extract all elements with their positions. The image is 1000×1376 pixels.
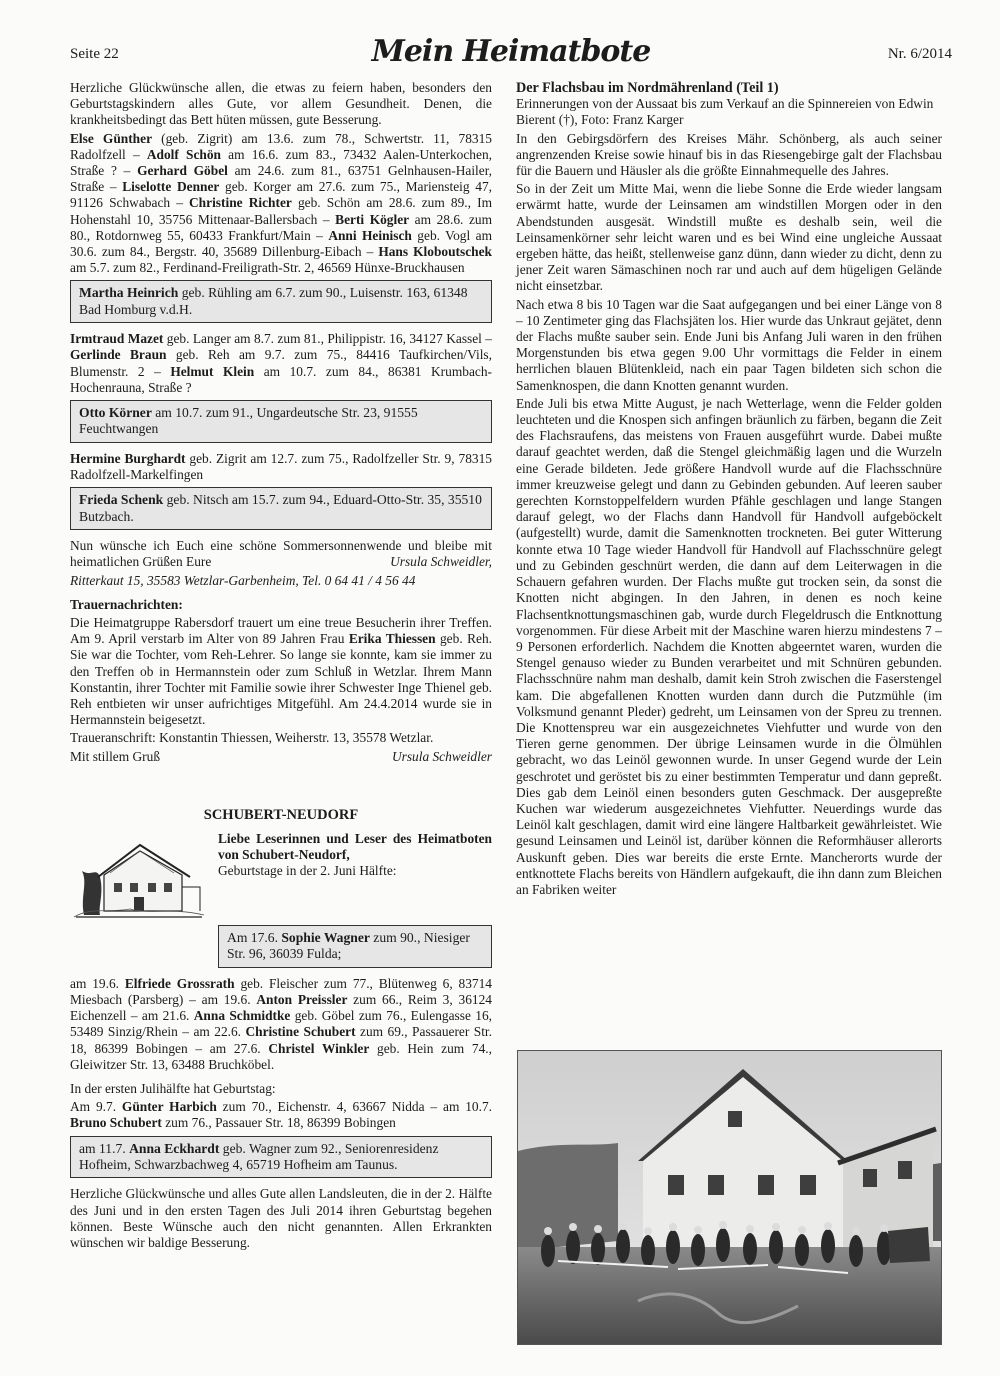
entry-date: am 11.7.: [79, 1140, 130, 1156]
final-greeting: Herzliche Glückwünsche und alles Gute allen Landsleuten, die in der 2. Hälfte des Juni und in den ersten Tagen des Juli 2014 ihren Geburtstag begehen können. Beste Wünsche auch den nicht genannten. Allen Erkrankten wünschen wir baldige Besserung.: [70, 1186, 492, 1250]
invite-heading: Liebe Leserinnen und Leser des Heimatboten von Schubert-Neudorf,: [218, 830, 492, 863]
person-name: Irmtraud Mazet: [70, 331, 164, 347]
entry-text: geb. Zigrit am 12.7. zum 75., Radolfzeller Str. 9, 78315 Radolfzell-Markelfingen: [70, 450, 492, 483]
person-name: Helmut Klein: [170, 363, 255, 379]
entry-text: zum 90., Niesiger Str. 96, 36039 Fulda;: [227, 929, 470, 962]
birthday-list-5: [70, 1099, 492, 1131]
left-column: [70, 80, 492, 1253]
highlight-box-birthday: [70, 487, 492, 530]
entry-text: zum 76., Passauer Str. 18, 86399 Bobingen: [161, 1115, 396, 1131]
historic-photo: [517, 1050, 942, 1345]
person-name: Berti Kögler: [335, 211, 410, 227]
entry-text: geb. Göbel zum 76., Eulengasse 16, 53489 Sinzig/Rhein – am 22.6.: [70, 1008, 493, 1040]
signature-address: Ritterkaut 15, 35583 Wetzlar-Garbenheim, Tel. 0 64 41 / 4 56 44: [70, 572, 416, 588]
entry-text: geb. Hein zum 74., Gleiwitzer Str. 13, 63488 Bruchköbel.: [70, 1040, 492, 1072]
person-name: Gerlinde Braun: [70, 347, 167, 363]
entry-date: am 19.6.: [70, 975, 125, 991]
entry-text: zum 69., Passauerer Str. 18, 86399 Bobingen – am 27.6.: [70, 1024, 492, 1056]
person-name: Anna Eckhardt: [129, 1140, 220, 1156]
entry-text: am 16.6. zum 83., 73432 Aalen-Unterkochen, Straße ? –: [70, 146, 492, 179]
entry-text: am 10.7. zum 84., 86381 Krumbach-Hochenrauna, Straße ?: [70, 363, 492, 395]
person-name: Christel Winkler: [268, 1040, 370, 1056]
entry-text: geb. Fleischer zum 77., Blütenweg 6, 83714 Miesbach (Parsberg) – am 19.6.: [70, 975, 492, 1007]
person-name: Anna Schmidtke: [193, 1008, 291, 1024]
person-name: Anton Preissler: [256, 991, 348, 1007]
person-name: Gerhard Göbel: [137, 163, 228, 179]
invite-text-block: [218, 831, 492, 921]
section-title: SCHUBERT-NEUDORF: [203, 806, 359, 823]
entry-text: geb. Langer am 8.7. zum 81., Philippistr. 16, 34127 Kassel –: [163, 331, 492, 347]
page-number: Seite 22: [70, 46, 119, 62]
entry-text: zum 66., Reim 3, 36124 Eichenzell – am 21.6.: [70, 991, 492, 1024]
entry-text: (geb. Zigrit) am 13.6. zum 78., Schwertstr. 11, 78315 Radolfzell –: [70, 130, 492, 162]
july-heading: In der ersten Julihälfte hat Geburtstag:: [70, 1080, 276, 1096]
entry-text: zum 70., Eichenstr. 4, 63667 Nidda – am 10.7.: [216, 1099, 493, 1115]
right-column: [516, 80, 942, 900]
birthday-list-1: [70, 131, 492, 277]
obituary-signoff: [70, 749, 492, 765]
obituary-text: [70, 615, 492, 728]
person-name: Else Günther: [70, 130, 153, 146]
person-name: Günter Harbich: [121, 1099, 217, 1115]
issue-number: Nr. 6/2014: [887, 46, 952, 62]
person-name: Christine Schubert: [245, 1024, 356, 1040]
person-name: Erika Thiessen: [348, 631, 436, 647]
birthday-list-2: [70, 331, 492, 396]
signoff-text: Mit stillem Gruß: [70, 748, 161, 764]
masthead-logo: Mein Heimatbote: [371, 34, 651, 69]
entry-text: geb. Reh am 9.7. zum 75., 84416 Taufkirchen/Vils, Blumenstr. 2 –: [70, 347, 492, 379]
entry-text: geb. Reh. Sie war die Tochter, vom Reh-Lehrer. So lange sie konnte, kam sie immer zu den Treffen ob in Hermannstein oder zum Schluß in Wetzlar. Ihrem Mann Konstantin, ihrer Tochter mit Familie sowie ihrer Schwester Inge Thienel geb. Reh entbieten wir unser aufrichtiges Mitgefühl. Am 24.4.2014 wurde sie in Hermannstein beigesetzt.: [70, 631, 493, 728]
birthday-list-3: [70, 451, 492, 483]
person-name: Elfriede Grossrath: [124, 975, 235, 991]
entry-text: am 10.7. zum 91., Ungardeutsche Str. 23, 91555 Feuchtwangen: [79, 405, 418, 437]
highlight-box-birthday: [70, 1136, 492, 1179]
person-name: Christine Richter: [189, 195, 292, 211]
page-header: [70, 36, 952, 76]
entry-date: Am 17.6.: [227, 929, 282, 945]
entry-text: am 5.7. zum 82., Ferdinand-Freiligrath-Str. 2, 46569 Hünxe-Bruckhausen: [70, 260, 465, 276]
entry-text: geb. Vogl am 30.6. zum 84., Bergstr. 40, 35689 Dillenburg-Eibach –: [70, 227, 493, 260]
obituary-heading-text: Trauernachrichten:: [70, 596, 183, 612]
obituary-heading: [70, 597, 492, 613]
obituary-address: Traueranschrift: Konstantin Thiessen, Weiherstr. 13, 35578 Wetzlar.: [70, 730, 434, 746]
entry-text: geb. Rühling am 6.7. zum 90., Luisenstr. 163, 61348 Bad Homburg v.d.H.: [79, 285, 468, 317]
person-name: Martha Heinrich: [79, 285, 179, 301]
article-paragraph: Ende Juli bis etwa Mitte August, je nach Wetterlage, wenn die Felder golden leuchteten und die Knospen sich anfingen bräunlich zu färben, begann die Zeit des Flachsraufens, das meistens von Frauen ausgeführt wurde. Dabei mußte darauf geachtet werden, daß die Stengel gleichmäßig lagen und die Wurzeln eine Gerade bildeten. Jede größere Handvoll wurde auf die Flachsschnüre immer kreuzweise gelegt und dann zu Gebinden gebunden. Auf leeren sauber gerechten Kornstoppelfeldern wurden Pfähle geschlagen und lange Stangen darauf gelegt, wo der Flachs dann Handvoll für Handvoll aufgeböckelt (aufgestellt) wurde, damit die Samenknotten trockneten. Bei guter Witterung konnte etwa 10 Tage wieder Handvoll für Handvoll auf Flachsschnüre gelegt und zu Gebinden geschnürt werden, die dann auf dem Leiterwagen in die Schauern gefahren wurden. Der Flachs mußte gut trocken sein, da sonst die Knotten nicht abgingen. In den Jahren, in denen es noch keine Flachsentknottungsmaschinen gab, wurde durch Flegeldrusch die Entknottung vorgenommen. Für diese Arbeit mit der Maschine waren hierzu mindestens 7 – 9 Personen erforderlich. Nachdem die Knotten abgeerntet waren, wurden die Stengel genauso wieder zu Bunden verarbeitet und mit Schnüren gebunden. Flachsschnüre nahm man deshalb, damit kein Stroh zwischen die Faserstengel kam. Die abgefallenen Knotten wurden dann durch die Putzmühle (im Volksmund genannt Pleder) gedreht, um Leinsamen von der Spreu zu trennen. Die Knottenspreu war ein ausgezeichnetes Viehfutter und wurde von den Tieren gerne genommen. Der übrige Leinsamen wurde in die Ölmühlen gebracht, wo das Leinöl gewonnen wurde. In unser Gegend wurde der Lein geschrotet und geröstet bis zu einer bestimmten Temperatur und dann gepreßt. Dies gab dem Leinöl einen besonders guten Geschmack. Der ausgepreßte Kuchen war wiederum ausgezeichnetes Viehfutter. Neuerdings wurde das Leinöl kalt geschlagen, damit wird eine längere Haltbarkeit gewährleistet. Wie gesund Leinsamen und Leinöl ist, darüber können die Reformhäuser allerorts Auskunft geben. Dies war bereits die erste Ernte. Mancherorts wurde der entknottete Flachs bereits von Händlern aufgekauft, die ihn dann zum Bleichen an Fabriken weiter: [516, 395, 942, 897]
article-paragraph: In den Gebirgsdörfern des Kreises Mähr. Schönberg, als auch seiner angrenzenden Kreise sowie hinauf bis in das Riesengebirge galt der Flachsbau für die Bauern und Häusler als die größte Einnahmequelle des Jahres.: [516, 130, 942, 179]
highlight-box-birthday: [70, 280, 492, 323]
entry-text: geb. Nitsch am 15.7. zum 94., Eduard-Otto-Str. 35, 35510 Butzbach.: [79, 492, 482, 524]
person-name: Hermine Burghardt: [70, 450, 186, 466]
article-subtitle: Erinnerungen von der Aussaat bis zum Verkauf an die Spinnereien von Edwin Bierent (†), Foto: Franz Karger: [516, 96, 934, 128]
person-name: Adolf Schön: [146, 146, 221, 162]
entry-text: am 24.6. zum 81., 63751 Gelnhausen-Hailer, Straße –: [70, 163, 492, 195]
closing-text: Nun wünsche ich Euch eine schöne Sommersonnenwende und bleibe mit heimatlichen Grüßen Eure: [70, 538, 492, 570]
entry-text: geb. Schön am 28.6. zum 89., Im Hohenstahl 10, 35756 Mittenaar-Ballersbach –: [70, 195, 492, 227]
article-paragraph: Nach etwa 8 bis 10 Tagen war die Saat aufgegangen und bei einer Länge von 8 – 10 Zentimeter ging das Flachsjäten los. Hier wurde das Unkraut gejätet, denn der Flachs mußte sauber sein. Ende Juni bis Anfang Juli waren in den frühen Morgenstunden bis etwa gegen 9.00 Uhr vormittags die Felder in einem herrlichen blauen Blütenkleid, nach ein paar Tagen bildeten sich schon die Samenknospen, die dann Knotten genannt wurden.: [516, 296, 942, 393]
closing-greeting: [70, 538, 492, 570]
entry-text: geb. Korger am 27.6. zum 75., Mariensteig 47, 91126 Schwabach –: [70, 179, 492, 211]
article-paragraph: So in der Zeit um Mitte Mai, wenn die liebe Sonne die Erde wieder langsam erwärmt hatte, wurde der Leinsamen am windstillen Morgen oder in den Abendstunden ausgesät. Windstill mußte es deshalb sein, weil die Leinsamenkörner sehr leicht waren und es bei Wind eine ungleiche Aussaat ergeben hätte, das heißt, stellenweise ganz dünn, dann wieder zu dicht, denn zu jener Zeit waren Sämaschinen noch rar und auch auf dem hügeligen Gelände nicht einsetzbar.: [516, 181, 942, 294]
person-name: Hans Kloboutschek: [378, 244, 492, 260]
person-name: Frieda Schenk: [79, 492, 164, 508]
signature-name: Ursula Schweidler: [391, 748, 492, 764]
invite-block: [70, 831, 492, 921]
intro-paragraph: Herzliche Glückwünsche allen, die etwas zu feiern haben, besonders den Geburtstagskindern alles Gute, vor allem Gesundheit. Denen, die krankheitsbedingt das Bett hüten müssen, gute Besserung.: [70, 80, 492, 128]
person-name: Anni Heinisch: [328, 227, 412, 243]
invite-subheading: Geburtstage in der 2. Juni Hälfte:: [218, 863, 397, 879]
entry-text: am 28.6. zum 80., Rotdornweg 55, 60433 Frankfurt/Main –: [70, 211, 492, 243]
birthday-list-4: [70, 976, 492, 1073]
highlight-box-birthday: [218, 925, 492, 968]
person-name: Sophie Wagner: [281, 929, 370, 945]
farmhouse-photo-icon: [518, 1051, 941, 1344]
entry-text: geb. Wagner zum 92., Seniorenresidenz Hofheim, Schwarzbachweg 4, 65719 Hofheim am Taunus.: [79, 1140, 439, 1172]
highlight-box-birthday: [70, 400, 492, 443]
entry-date: Am 9.7.: [70, 1099, 122, 1115]
person-name: Liselotte Denner: [122, 179, 220, 195]
person-name: Bruno Schubert: [70, 1115, 162, 1131]
signature-name: Ursula Schweidler,: [390, 554, 492, 570]
closing-address: [70, 573, 492, 589]
house-illustration-icon: [70, 837, 208, 921]
entry-text: Die Heimatgruppe Rabersdorf trauert um eine treue Besucherin ihrer Treffen. Am 9. April verstarb im Alter von 89 Jahren Frau: [70, 614, 492, 647]
person-name: Otto Körner: [79, 405, 152, 421]
article-title: Der Flachsbau im Nordmährenland (Teil 1): [516, 80, 779, 96]
